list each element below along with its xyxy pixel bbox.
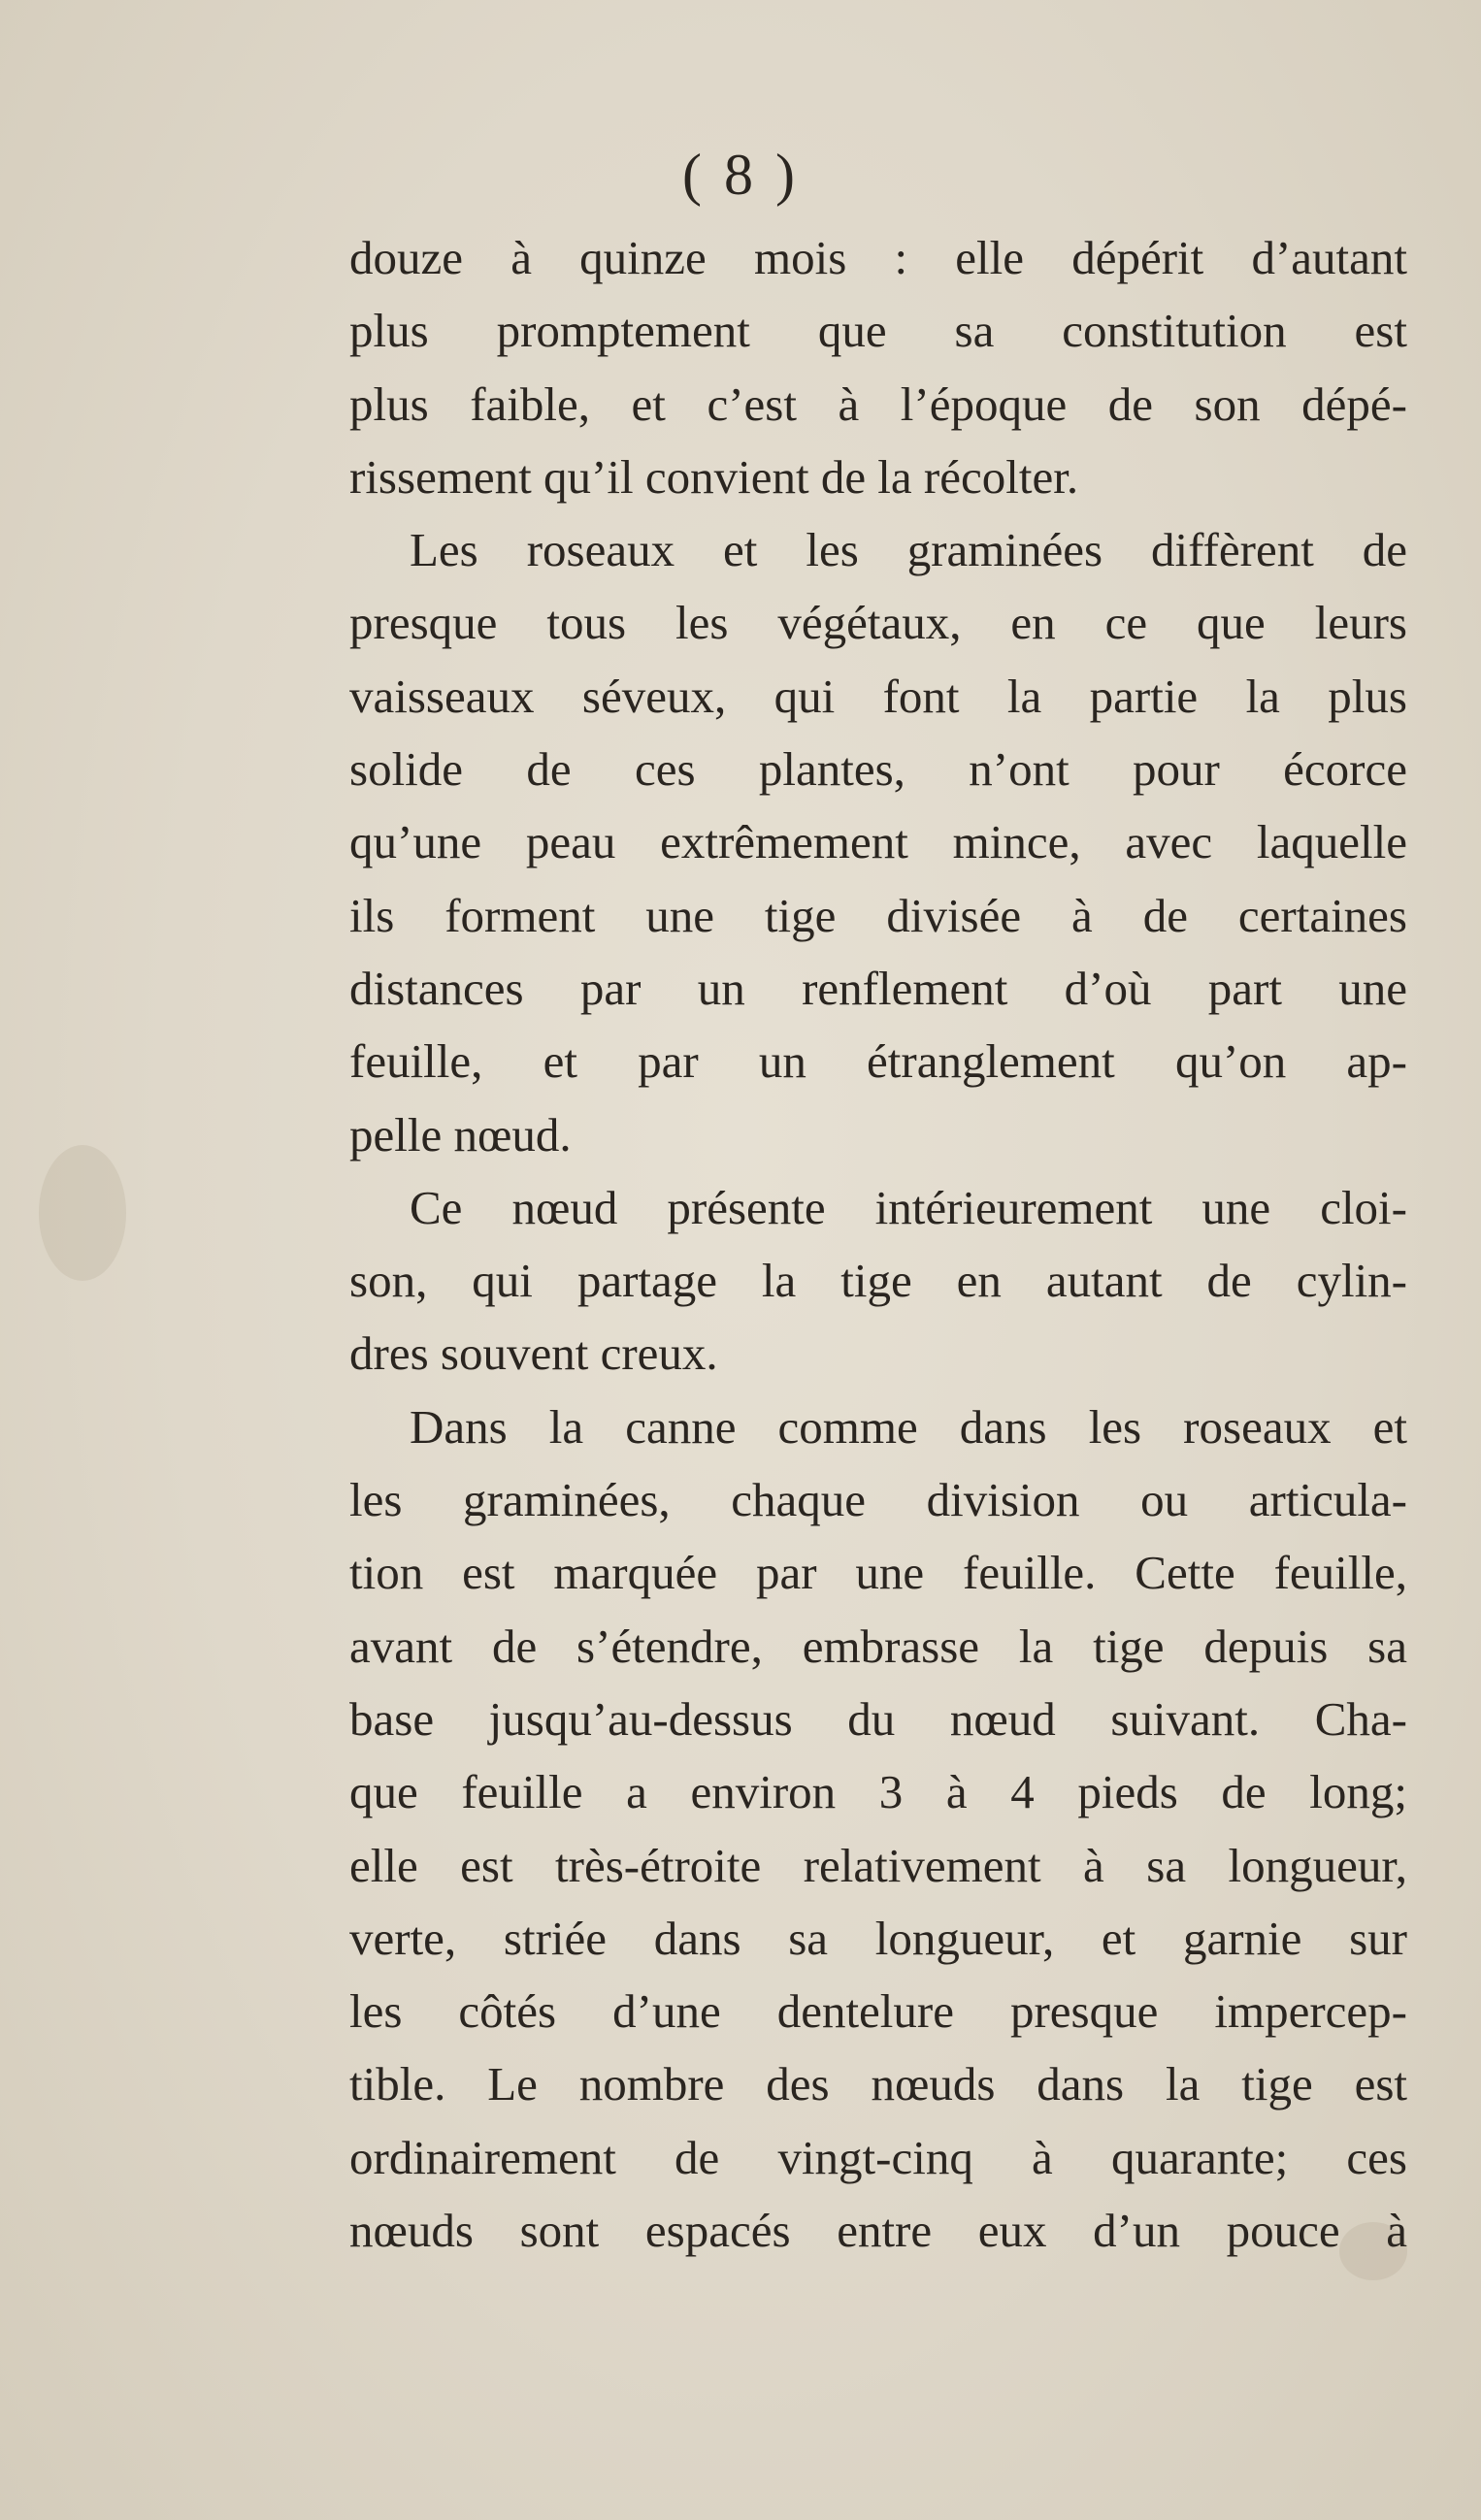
text-line: plus faible, et c’est à l’époque de son dépé- xyxy=(349,376,1407,431)
text-line: les graminées, chaque division ou articula- xyxy=(349,1473,1407,1527)
text-line: Ce nœud présente intérieurement une cloi- xyxy=(410,1180,1407,1234)
text-line: ordinairement de vingt-cinq à quarante; ces xyxy=(349,2130,1407,2184)
text-line: avant de s’étendre, embrasse la tige depuis sa xyxy=(349,1619,1407,1673)
text-line: pelle nœud. xyxy=(349,1107,572,1162)
text-line: tion est marquée par une feuille. Cette feuille, xyxy=(349,1546,1407,1600)
text-line: dres souvent creux. xyxy=(349,1326,718,1381)
text-line: solide de ces plantes, n’ont pour écorce xyxy=(349,742,1407,797)
text-line: tible. Le nombre des nœuds dans la tige est xyxy=(349,2057,1407,2111)
text-line: Dans la canne comme dans les roseaux et xyxy=(410,1399,1407,1454)
text-line: distances par un renflement d’où part une xyxy=(349,961,1407,1015)
text-line: elle est très-étroite relativement à sa longueur, xyxy=(349,1838,1407,1892)
text-line: rissement qu’il convient de la récolter. xyxy=(349,449,1079,504)
text-line: vaisseaux séveux, qui font la partie la plus xyxy=(349,669,1407,723)
text-line: feuille, et par un étranglement qu’on ap- xyxy=(349,1034,1407,1089)
text-line: Les roseaux et les graminées diffèrent de xyxy=(410,523,1407,577)
text-line: nœuds sont espacés entre eux d’un pouce à xyxy=(349,2204,1407,2258)
page-number: ( 8 ) xyxy=(682,143,799,207)
body-text xyxy=(349,221,1407,2267)
text-line: qu’une peau extrêmement mince, avec laquelle xyxy=(349,815,1407,869)
text-line: ils forment une tige divisée à de certaines xyxy=(349,888,1407,942)
text-line: base jusqu’au-dessus du nœud suivant. Cha- xyxy=(349,1691,1407,1746)
text-line: que feuille a environ 3 à 4 pieds de long; xyxy=(349,1765,1407,1819)
text-line: son, qui partage la tige en autant de cylin- xyxy=(349,1254,1407,1308)
text-line: les côtés d’une dentelure presque impercep- xyxy=(349,1984,1407,2039)
text-line: plus promptement que sa constitution est xyxy=(349,304,1407,358)
paper-stain xyxy=(39,1145,126,1281)
text-line: verte, striée dans sa longueur, et garnie sur xyxy=(349,1911,1407,1965)
text-line: presque tous les végétaux, en ce que leurs xyxy=(349,596,1407,650)
text-line: douze à quinze mois : elle dépérit d’autant xyxy=(349,231,1407,284)
